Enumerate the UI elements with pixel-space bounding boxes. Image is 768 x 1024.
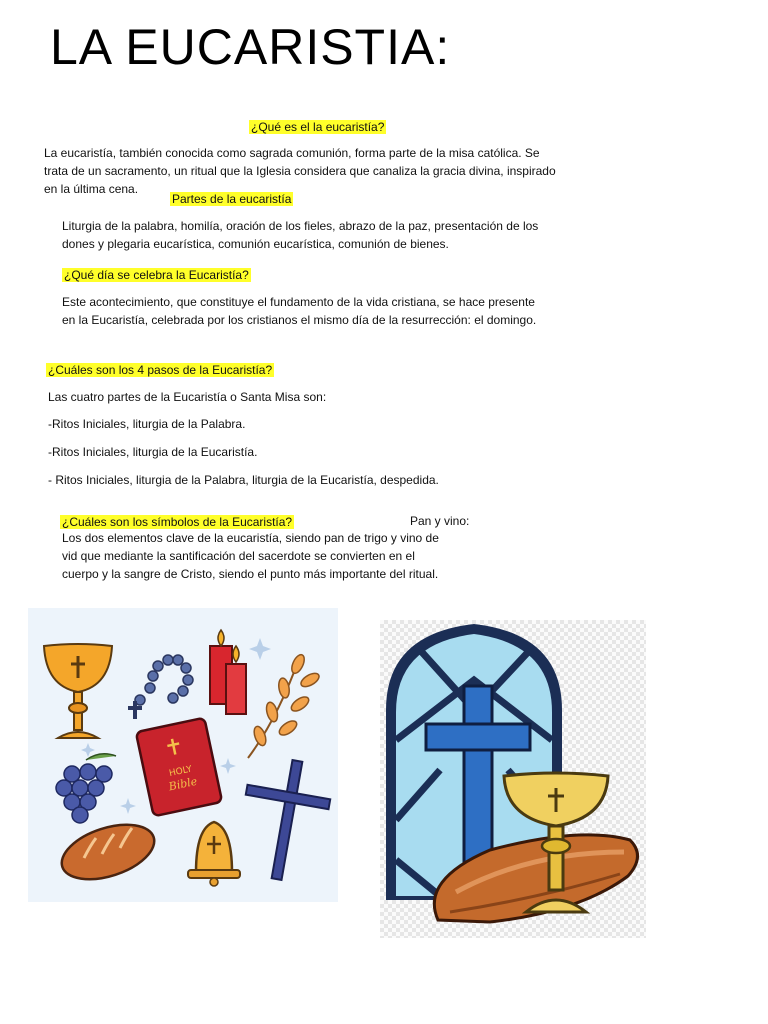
list-item: -Ritos Iniciales, liturgia de la Palabra.: [48, 417, 246, 431]
church-window-illustration: [380, 620, 646, 938]
list-item: -Ritos Iniciales, liturgia de la Eucaristía.: [48, 445, 258, 459]
heading-partes: [170, 190, 293, 208]
paragraph-partes: [62, 217, 602, 253]
heading-text: Partes de la eucaristía: [172, 192, 292, 206]
bread-icon: [55, 814, 161, 889]
wheat-icon: [248, 653, 321, 758]
heading-text: ¿Cuáles son los símbolos de la Eucaristía?: [62, 515, 293, 529]
paragraph-pasos-intro: Las cuatro partes de la Eucaristía o Santa Misa son:: [48, 390, 327, 404]
text-line: Los dos elementos clave de la eucaristía, siendo pan de trigo y vino de: [62, 531, 439, 545]
cross-icon: [246, 760, 330, 880]
heading-text: ¿Cuáles son los 4 pasos de la Eucaristía?: [48, 363, 273, 377]
paragraph-definition: [44, 144, 598, 198]
text-line: en la última cena.: [44, 182, 139, 196]
heading-text: ¿Qué día se celebra la Eucaristía?: [64, 268, 249, 282]
chalice-icon: [44, 644, 112, 738]
candles-icon: [210, 630, 246, 714]
text-line: cuerpo y la sangre de Cristo, siendo el punto más importante del ritual.: [62, 567, 439, 581]
grapes-icon: [56, 754, 116, 823]
answer-pan-vino: Pan y vino:: [410, 514, 470, 528]
heading-text: ¿Qué es el la eucaristía?: [251, 120, 385, 134]
bell-icon: [188, 822, 240, 886]
text-line: Este acontecimiento, que constituye el fundamento de la vida cristiana, se hace presente: [62, 295, 535, 309]
text-line: La eucaristía, también conocida como sagrada comunión, forma parte de la misa católica. Se: [44, 146, 540, 160]
text-line: dones y plegaria eucarística, comunión eucarística, comunión de bienes.: [62, 237, 449, 251]
heading-dia: [62, 266, 251, 284]
list-item: - Ritos Iniciales, liturgia de la Palabra, liturgia de la Eucaristía, despedida.: [48, 473, 439, 487]
text-line: en la Eucaristía, celebrada por los cristianos el mismo día de la resurrección: el domingo.: [62, 313, 537, 327]
rosary-icon: [128, 655, 193, 719]
page-title: LA EUCARISTIA:: [50, 19, 451, 75]
eucharist-symbols-illustration: [28, 608, 338, 902]
text-line: trata de un sacramento, un ritual que la Iglesia considera que canaliza la gracia divina, inspirado: [44, 164, 556, 178]
bible-icon: [136, 718, 222, 817]
text-line: vid que mediante la santificación del sacerdote se convierten en el: [62, 549, 415, 563]
paragraph-dia: [62, 293, 602, 329]
heading-pasos: [46, 361, 274, 379]
bible-label: Bible: [167, 774, 199, 794]
heading-que-es: [249, 118, 386, 136]
paragraph-simbolos: [62, 529, 475, 583]
bible-label: HOLY: [168, 764, 193, 780]
text-line: Liturgia de la palabra, homilía, oración de los fieles, abrazo de la paz, presentación de los: [62, 219, 539, 233]
